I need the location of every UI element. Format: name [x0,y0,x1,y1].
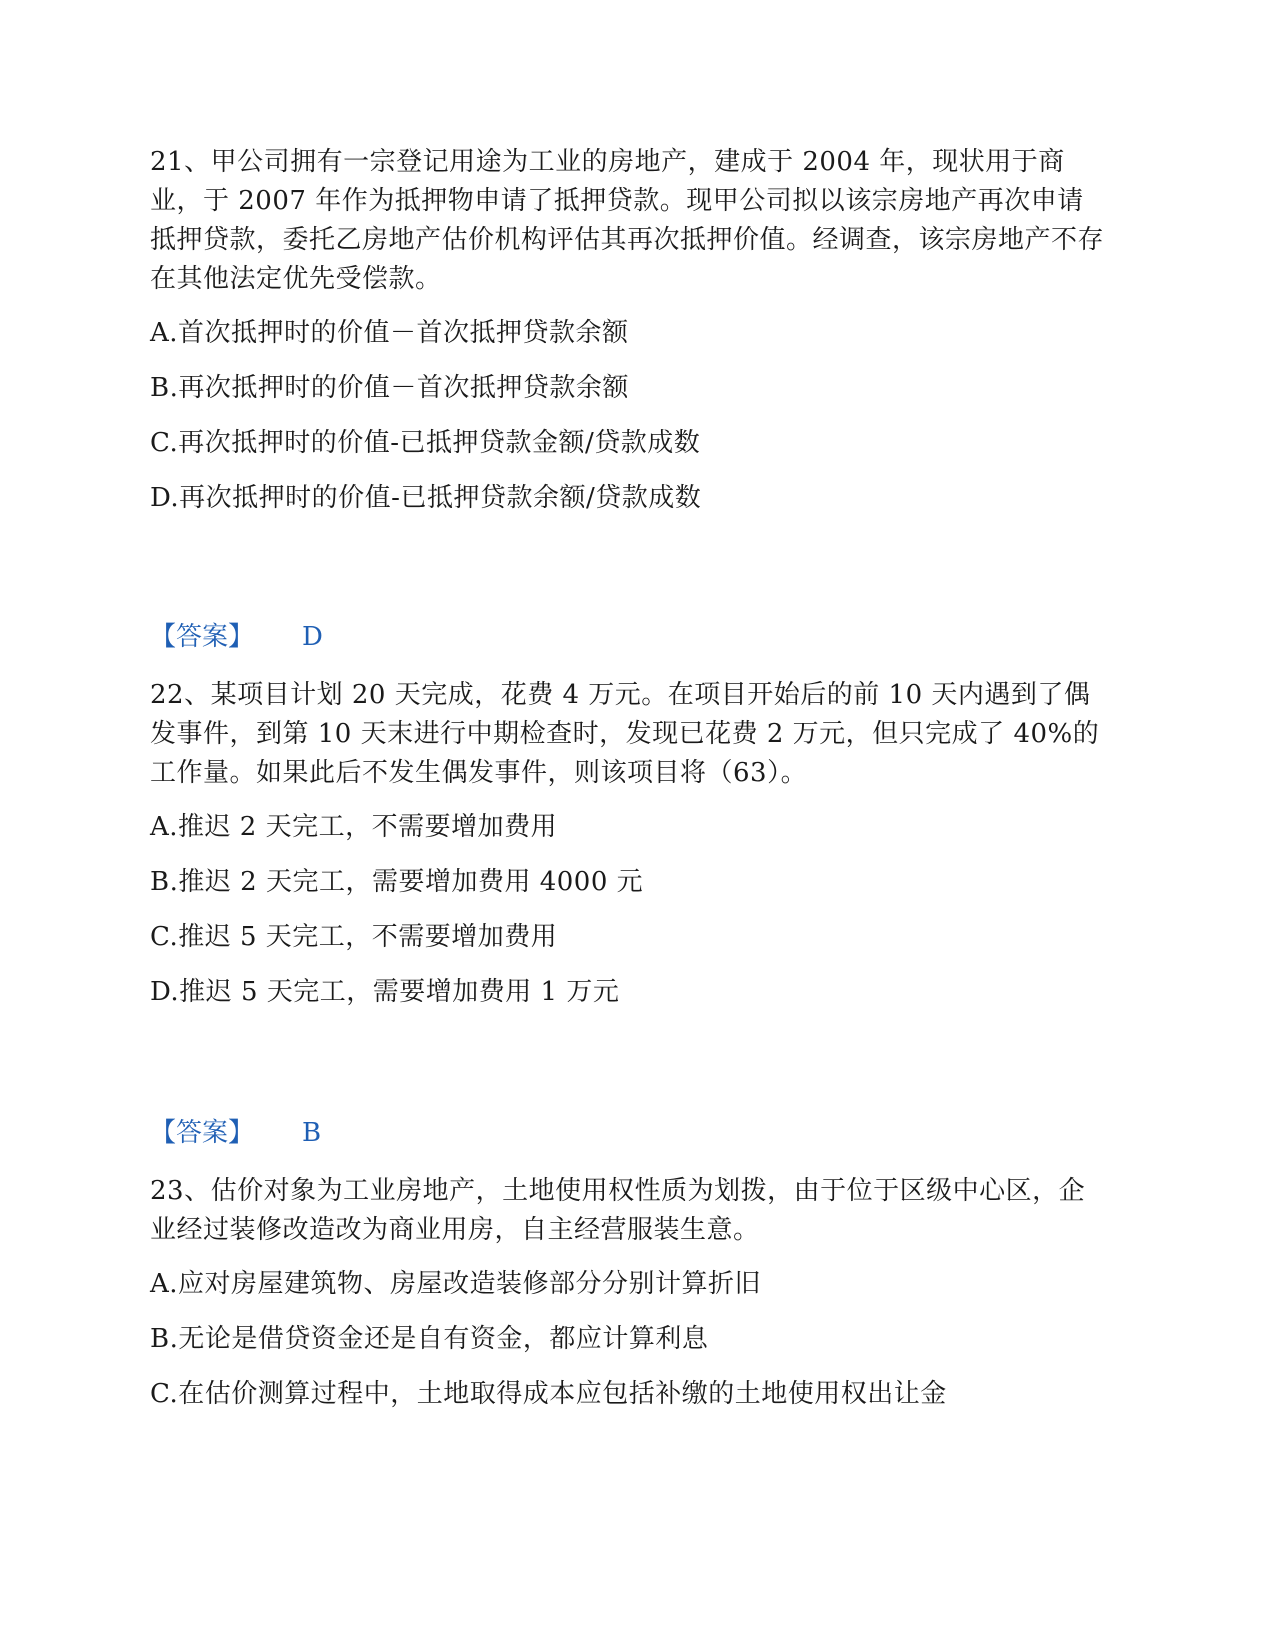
question-stem: 21、甲公司拥有一宗登记用途为工业的房地产，建成于 2004 年，现状用于商业，于 2007 年作为抵押物申请了抵押贷款。现甲公司拟以该宗房地产再次申请抵押贷款，委托乙房地产估价机构评估其再次抵押价值。经调查，该宗房地产不存在其他法定优先受偿款。 [150,147,1105,294]
answer-value: B [302,1118,322,1148]
option-a: A.推迟 2 天完工，不需要增加费用 [150,812,558,842]
option-b: B.推迟 2 天完工，需要增加费用 4000 元 [150,867,644,897]
option-b: B.无论是借贷资金还是自有资金，都应计算利息 [150,1324,709,1354]
option-c: C.在估价测算过程中，土地取得成本应包括补缴的土地使用权出让金 [150,1379,947,1409]
question-21 [150,143,1110,534]
option-d: D.推迟 5 天完工，需要增加费用 1 万元 [150,977,620,1007]
answer-value: D [302,622,323,652]
option-b: B.再次抵押时的价值－首次抵押贷款余额 [150,373,629,403]
option-list [150,1265,1110,1430]
question-23 [150,1172,1110,1430]
answer-label: 【答案】 [150,1118,255,1148]
answer-22 [150,1114,321,1153]
option-a: A.首次抵押时的价值－首次抵押贷款余额 [150,318,629,348]
answer-label: 【答案】 [150,622,255,652]
option-list [150,314,1110,534]
question-22 [150,676,1110,1028]
option-c: C.推迟 5 天完工，不需要增加费用 [150,922,558,952]
question-stem: 22、某项目计划 20 天完成，花费 4 万元。在项目开始后的前 10 天内遇到了偶发事件，到第 10 天末进行中期检查时，发现已花费 2 万元，但只完成了 40%的工作量。如果此后不发生偶发事件，则该项目将（63）。 [150,680,1100,788]
option-d: D.再次抵押时的价值-已抵押贷款余额/贷款成数 [150,483,702,513]
option-a: A.应对房屋建筑物、房屋改造装修部分分别计算折旧 [150,1269,762,1299]
option-list [150,808,1110,1028]
answer-21 [150,618,323,657]
option-c: C.再次抵押时的价值-已抵押贷款金额/贷款成数 [150,428,701,458]
question-stem: 23、估价对象为工业房地产，土地使用权性质为划拨，由于位于区级中心区，企业经过装修改造改为商业用房，自主经营服装生意。 [150,1176,1086,1245]
